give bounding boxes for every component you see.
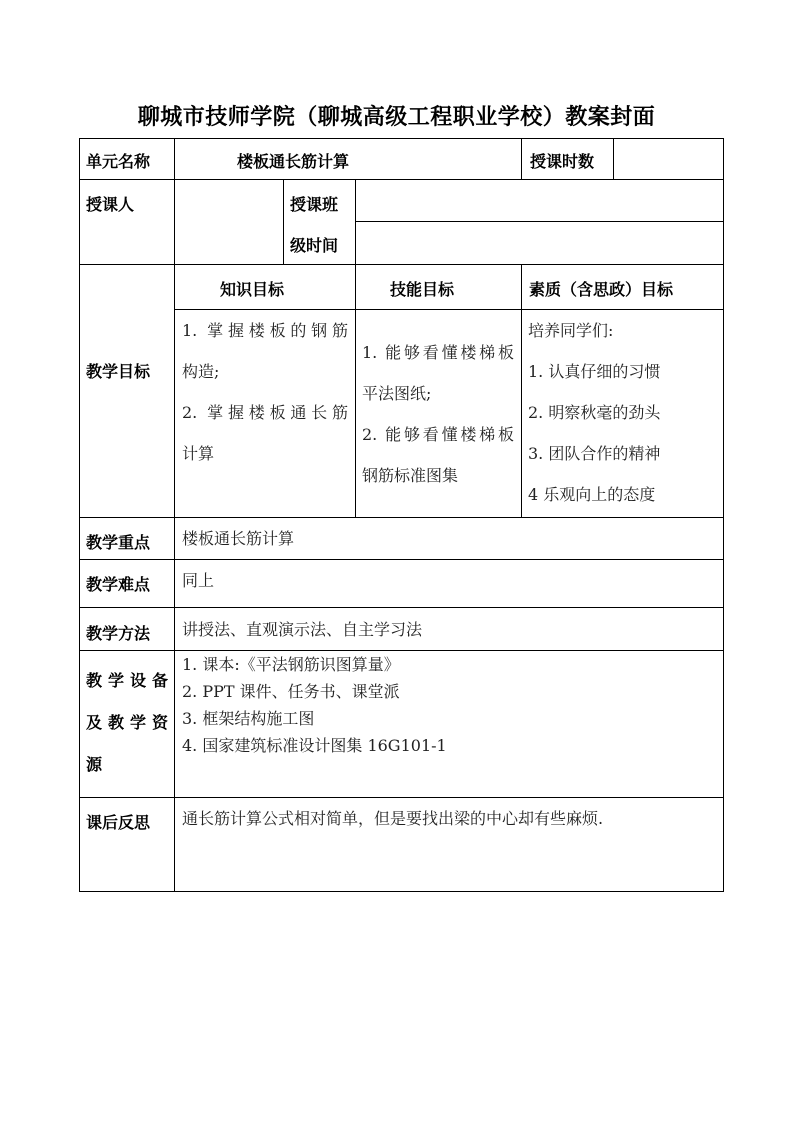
equipment-item: 3. 框架结构施工图 [182,709,315,728]
knowledge-goal-line: 计算 [182,444,215,463]
knowledge-goal-line: 2. 掌握楼板通长筋 [182,403,348,422]
knowledge-goal-line: 1. 掌握楼板的钢筋 [182,321,348,340]
reflection-value: 通长筋计算公式相对简单，但是要找出梁的中心却有些麻烦. [182,809,604,828]
unit-name-label: 单元名称 [86,152,151,171]
unit-name-value: 楼板通长筋计算 [237,152,350,171]
method-label: 教学方法 [86,624,151,643]
difficulty-value: 同上 [182,571,215,590]
quality-goal-line: 3. 团队合作的精神 [528,444,661,463]
focus-label: 教学重点 [86,533,151,552]
page-title: 聊城市技师学院（聊城高级工程职业学校）教案封面 [137,105,656,130]
equipment-label-line: 及教学资 [86,713,168,732]
skill-goal-line: 2. 能够看懂楼梯板 [362,425,514,444]
skill-goal-line: 钢筋标准图集 [362,466,459,485]
equipment-list [182,651,447,759]
quality-goal-line: 1. 认真仔细的习惯 [528,362,661,381]
equipment-item: 1. 课本:《平法钢筋识图算量》 [182,655,400,674]
quality-goal-header: 素质（含思政）目标 [529,280,674,299]
equipment-item: 4. 国家建筑标准设计图集 16G101-1 [182,736,447,755]
knowledge-goal-line: 构造; [182,362,220,381]
knowledge-goal-list [182,310,348,474]
quality-goal-line: 2. 明察秋毫的劲头 [528,403,661,422]
equipment-label-line: 源 [86,755,103,774]
difficulty-label: 教学难点 [86,575,151,594]
knowledge-goal-header: 知识目标 [220,280,285,299]
quality-goal-line: 培养同学们: [528,321,614,340]
teaching-hours-label: 授课时数 [530,152,595,171]
focus-value: 楼板通长筋计算 [182,529,295,548]
equipment-label [86,660,168,786]
equipment-item: 2. PPT 课件、任务书、课堂派 [182,682,400,701]
skill-goal-list [362,332,514,496]
skill-goal-line: 平法图纸; [362,384,432,403]
skill-goal-header: 技能目标 [390,280,455,299]
equipment-label-line: 教学设备 [86,671,168,690]
skill-goal-line: 1. 能够看懂楼梯板 [362,343,514,362]
class-time-label-2: 级时间 [290,236,339,255]
goals-label: 教学目标 [86,362,151,381]
method-value: 讲授法、直观演示法、自主学习法 [182,620,423,639]
quality-goal-list [528,310,718,515]
teacher-label: 授课人 [86,195,135,214]
quality-goal-line: 4 乐观向上的态度 [528,485,656,504]
lesson-plan-table [79,138,724,892]
reflection-label: 课后反思 [86,813,151,832]
class-time-label-1: 授课班 [290,195,339,214]
